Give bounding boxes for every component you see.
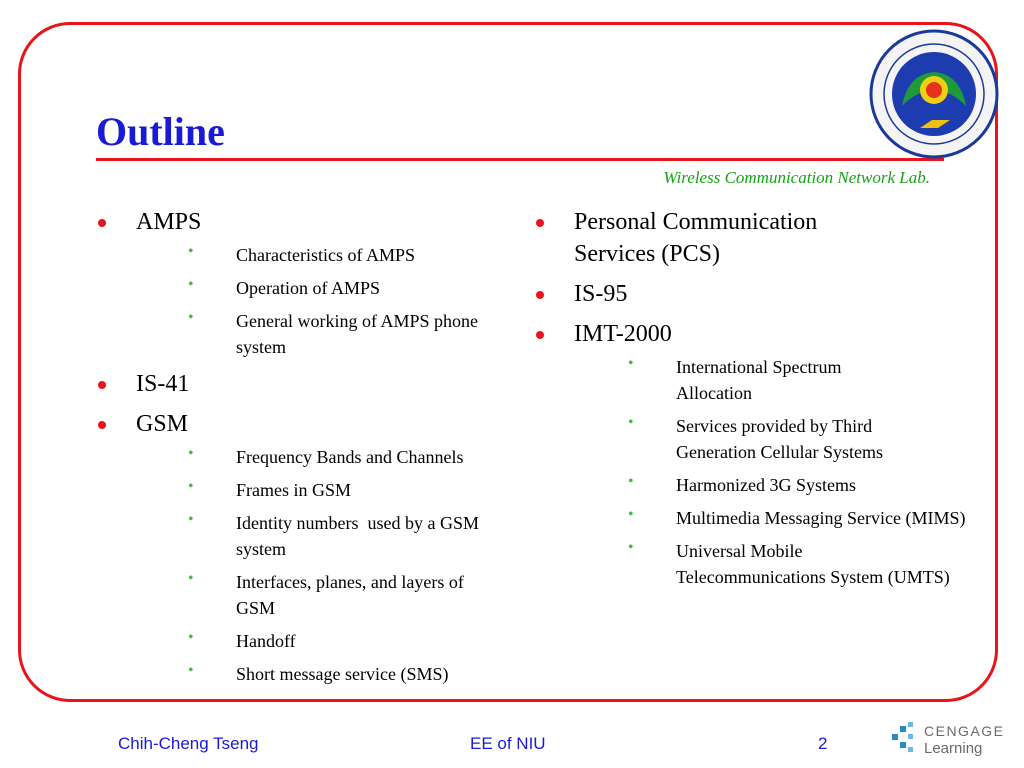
- sub-item: [574, 354, 906, 406]
- outline-item-pcs: [536, 206, 874, 270]
- sub-item: [136, 477, 498, 503]
- sub-item: [136, 510, 498, 562]
- red-bullet-icon: [536, 331, 544, 339]
- outline-item-label: IS-41: [136, 371, 190, 397]
- outline-item-imt2000: [536, 318, 966, 590]
- green-bullet-icon: •: [628, 506, 634, 523]
- sub-item: [136, 242, 498, 268]
- sub-item: [574, 472, 936, 498]
- sub-item-label: Characteristics of AMPS: [236, 245, 415, 265]
- lab-name: Wireless Communication Network Lab.: [663, 168, 930, 187]
- outline-item-amps: [98, 206, 498, 360]
- green-bullet-icon: •: [188, 478, 194, 495]
- sub-item: [136, 661, 498, 687]
- title-underline: [96, 158, 944, 161]
- sub-item: [136, 275, 498, 301]
- sub-item-label: Universal Mobile Telecommunications System (UMTS): [676, 541, 950, 587]
- green-bullet-icon: •: [188, 445, 194, 462]
- green-bullet-icon: •: [628, 414, 634, 431]
- outline-item-label: IMT-2000: [574, 321, 672, 347]
- outline-item-is41: [98, 368, 498, 400]
- sub-item-label: International Spectrum Allocation: [676, 357, 842, 403]
- slide-title: Outline: [96, 109, 225, 154]
- outline-item-label: AMPS: [136, 209, 202, 235]
- sub-item: [574, 505, 976, 531]
- cengage-line1: CENGAGE: [924, 723, 1005, 739]
- right-column: [536, 206, 966, 598]
- green-bullet-icon: •: [188, 276, 194, 293]
- sub-item-label: Short message service (SMS): [236, 664, 449, 684]
- red-bullet-icon: [98, 381, 106, 389]
- sub-item: [136, 444, 498, 470]
- outline-item-label: IS-95: [574, 281, 628, 307]
- cengage-logo-icon: [890, 720, 1014, 760]
- green-bullet-icon: •: [628, 473, 634, 490]
- red-bullet-icon: [98, 421, 106, 429]
- green-bullet-icon: •: [188, 309, 194, 326]
- footer-author: Chih-Cheng Tseng: [118, 734, 259, 753]
- red-bullet-icon: [536, 219, 544, 227]
- green-bullet-icon: •: [188, 629, 194, 646]
- cengage-mark-icon: [890, 720, 920, 756]
- outline-item-label: Personal Communication Services (PCS): [574, 209, 818, 267]
- green-bullet-icon: •: [188, 662, 194, 679]
- sub-item-label: Identity numbers used by a GSM system: [236, 513, 484, 559]
- sub-item-label: Handoff: [236, 631, 296, 651]
- sub-item: [574, 538, 956, 590]
- green-bullet-icon: •: [628, 539, 634, 556]
- sub-item-label: Operation of AMPS: [236, 278, 380, 298]
- sub-item: [574, 413, 946, 465]
- cengage-line2: Learning: [924, 740, 983, 757]
- sub-item-label: Frequency Bands and Channels: [236, 447, 464, 467]
- green-bullet-icon: •: [188, 570, 194, 587]
- green-bullet-icon: •: [628, 355, 634, 372]
- outline-item-label: GSM: [136, 411, 189, 437]
- sub-item-label: Multimedia Messaging Service (MIMS): [676, 508, 966, 528]
- footer-department: EE of NIU: [470, 734, 546, 753]
- red-bullet-icon: [98, 219, 106, 227]
- sub-item-label: Services provided by Third Generation Cellular Systems: [676, 416, 883, 462]
- cengage-wordmark: [924, 722, 1005, 758]
- sub-item-label: Interfaces, planes, and layers of GSM: [236, 572, 464, 618]
- red-bullet-icon: [536, 291, 544, 299]
- sub-item: [136, 569, 498, 621]
- left-column: [98, 206, 498, 695]
- sub-item-label: General working of AMPS phone system: [236, 311, 478, 357]
- sub-item: [136, 308, 498, 360]
- page-number: 2: [818, 734, 828, 753]
- green-bullet-icon: •: [188, 511, 194, 528]
- sub-item: [136, 628, 498, 654]
- university-seal-icon: [868, 28, 1000, 160]
- sub-item-label: Frames in GSM: [236, 480, 352, 500]
- green-bullet-icon: •: [188, 243, 194, 260]
- outline-item-gsm: [98, 408, 498, 687]
- outline-item-is95: [536, 278, 936, 310]
- sub-item-label: Harmonized 3G Systems: [676, 475, 856, 495]
